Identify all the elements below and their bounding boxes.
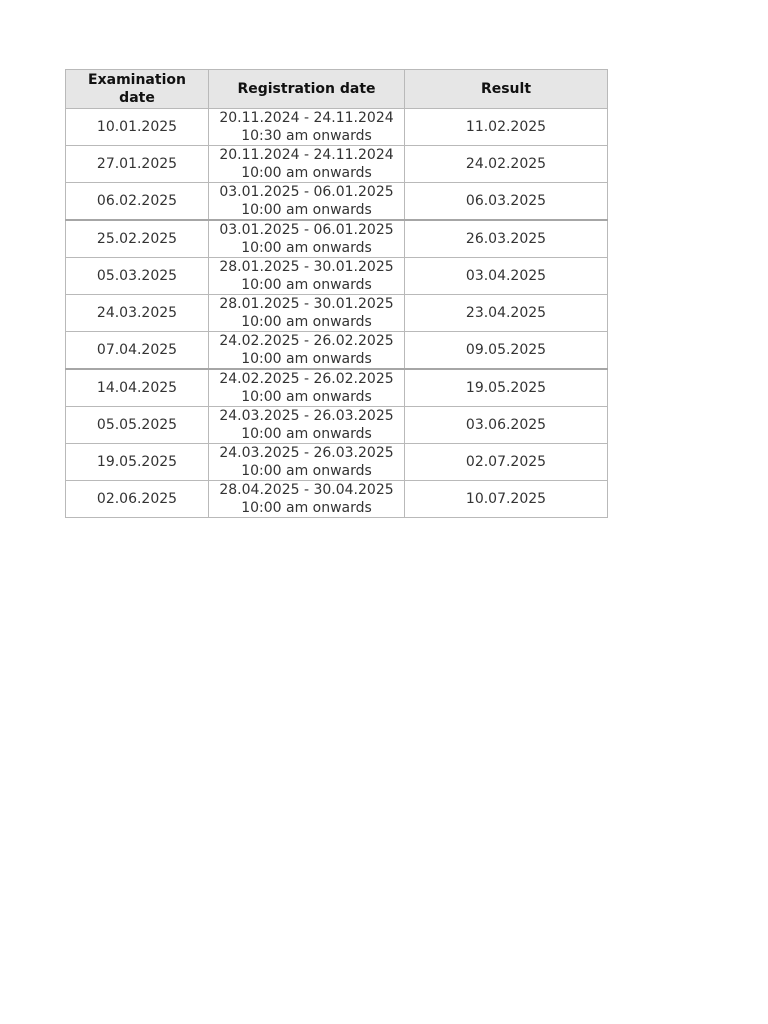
registration-time: 10:00 am onwards: [241, 240, 372, 256]
exam-date-cell: 25.02.2025: [66, 220, 209, 258]
table-row: [66, 183, 608, 221]
table-row: [66, 407, 608, 444]
result-date-cell: 09.05.2025: [405, 332, 608, 370]
registration-cell: [209, 220, 405, 258]
result-date-cell: 10.07.2025: [405, 481, 608, 518]
table-row: [66, 220, 608, 258]
registration-range: 03.01.2025 - 06.01.2025: [219, 222, 394, 238]
header-registration-date: Registration date: [209, 70, 405, 109]
registration-time: 10:00 am onwards: [241, 500, 372, 516]
registration-time: 10:00 am onwards: [241, 202, 372, 218]
registration-time: 10:00 am onwards: [241, 463, 372, 479]
registration-cell: [209, 109, 405, 146]
result-date-cell: 06.03.2025: [405, 183, 608, 221]
result-date-cell: 03.04.2025: [405, 258, 608, 295]
registration-cell: [209, 481, 405, 518]
exam-date-cell: 05.03.2025: [66, 258, 209, 295]
table-row: [66, 444, 608, 481]
result-date-cell: 11.02.2025: [405, 109, 608, 146]
result-date-cell: 26.03.2025: [405, 220, 608, 258]
registration-cell: [209, 407, 405, 444]
table-row: [66, 369, 608, 407]
table-header-row: [66, 70, 608, 109]
registration-time: 10:30 am onwards: [241, 128, 372, 144]
exam-schedule-table: [65, 69, 608, 518]
exam-date-cell: 14.04.2025: [66, 369, 209, 407]
table-row: [66, 295, 608, 332]
registration-time: 10:00 am onwards: [241, 277, 372, 293]
registration-cell: [209, 332, 405, 370]
table-body: [66, 109, 608, 518]
exam-date-cell: 05.05.2025: [66, 407, 209, 444]
registration-range: 28.04.2025 - 30.04.2025: [219, 482, 394, 498]
exam-date-cell: 19.05.2025: [66, 444, 209, 481]
registration-range: 28.01.2025 - 30.01.2025: [219, 259, 394, 275]
registration-cell: [209, 183, 405, 221]
header-result: Result: [405, 70, 608, 109]
result-date-cell: 24.02.2025: [405, 146, 608, 183]
result-date-cell: 23.04.2025: [405, 295, 608, 332]
registration-time: 10:00 am onwards: [241, 389, 372, 405]
registration-cell: [209, 295, 405, 332]
table-row: [66, 109, 608, 146]
table-row: [66, 258, 608, 295]
table-row: [66, 332, 608, 370]
exam-date-cell: 07.04.2025: [66, 332, 209, 370]
registration-time: 10:00 am onwards: [241, 165, 372, 181]
registration-range: 24.02.2025 - 26.02.2025: [219, 371, 394, 387]
registration-range: 24.02.2025 - 26.02.2025: [219, 333, 394, 349]
registration-cell: [209, 444, 405, 481]
header-examination-date: Examination date: [66, 70, 209, 109]
registration-cell: [209, 146, 405, 183]
registration-range: 20.11.2024 - 24.11.2024: [219, 147, 394, 163]
registration-time: 10:00 am onwards: [241, 351, 372, 367]
table-row: [66, 481, 608, 518]
exam-date-cell: 27.01.2025: [66, 146, 209, 183]
result-date-cell: 03.06.2025: [405, 407, 608, 444]
registration-cell: [209, 369, 405, 407]
exam-date-cell: 24.03.2025: [66, 295, 209, 332]
registration-cell: [209, 258, 405, 295]
result-date-cell: 19.05.2025: [405, 369, 608, 407]
exam-date-cell: 02.06.2025: [66, 481, 209, 518]
exam-date-cell: 06.02.2025: [66, 183, 209, 221]
registration-range: 20.11.2024 - 24.11.2024: [219, 110, 394, 126]
registration-range: 28.01.2025 - 30.01.2025: [219, 296, 394, 312]
result-date-cell: 02.07.2025: [405, 444, 608, 481]
registration-time: 10:00 am onwards: [241, 426, 372, 442]
registration-range: 03.01.2025 - 06.01.2025: [219, 184, 394, 200]
registration-time: 10:00 am onwards: [241, 314, 372, 330]
exam-date-cell: 10.01.2025: [66, 109, 209, 146]
table-row: [66, 146, 608, 183]
registration-range: 24.03.2025 - 26.03.2025: [219, 408, 394, 424]
registration-range: 24.03.2025 - 26.03.2025: [219, 445, 394, 461]
